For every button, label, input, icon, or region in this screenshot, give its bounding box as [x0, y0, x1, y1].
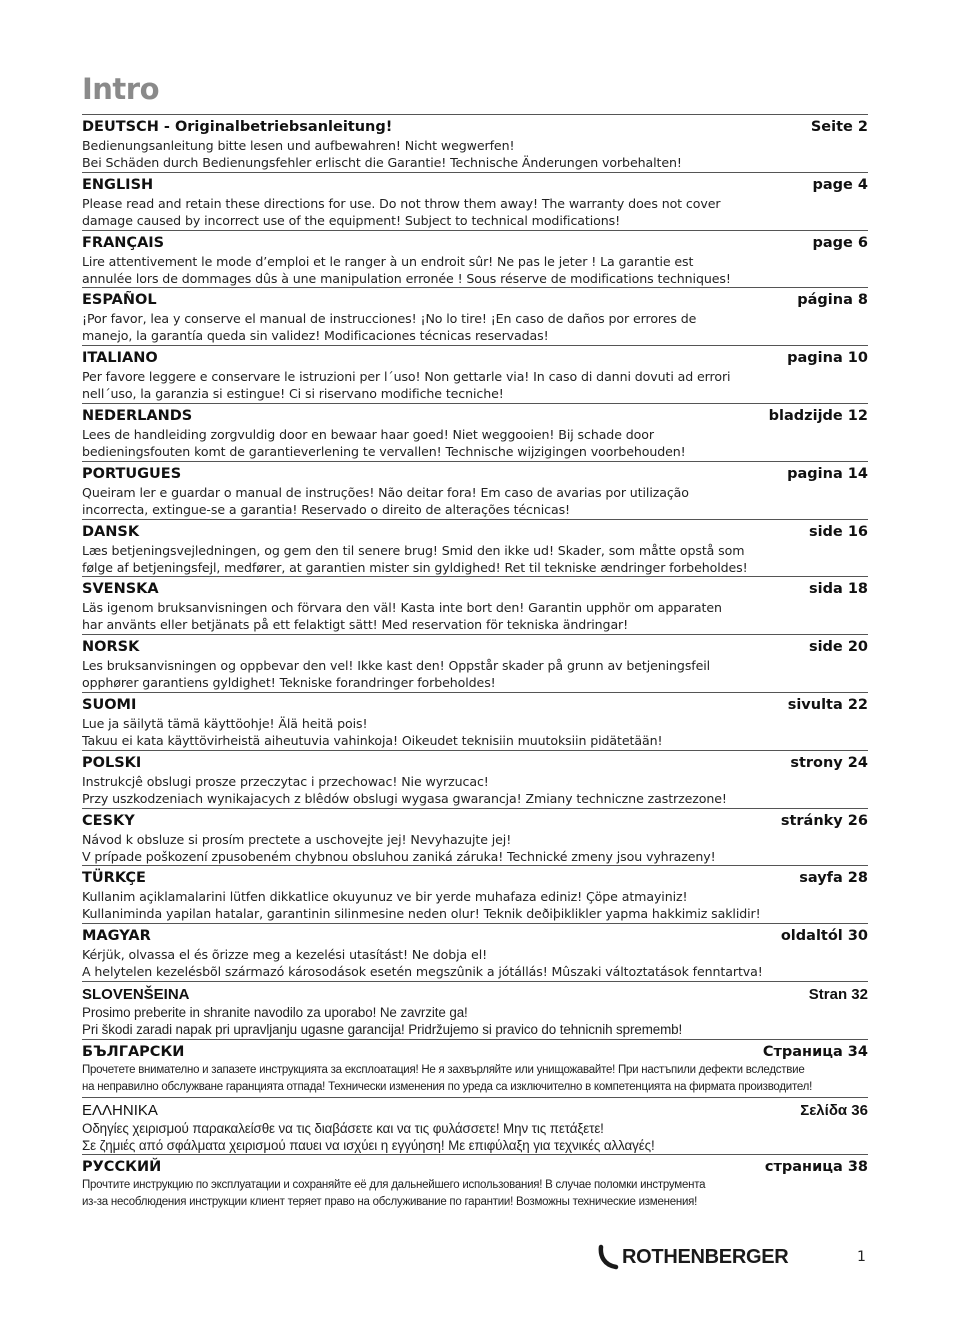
page-reference: stránky 26: [780, 812, 868, 829]
entry-description: [82, 888, 868, 922]
entry-header: [82, 1101, 868, 1120]
description-line: Please read and retain these directions for use. Do not throw them away! The warranty does not cover: [82, 195, 721, 211]
description-line: Takuu ei kata käyttövirheistä aiheutuvia vahinkoja! Oikeudet teknisiin muutoksiin pidätetään!: [82, 732, 663, 748]
description-line: har använts eller betjänats på ett felaktigt sätt! Med reservation för tekniska ändringar!: [82, 617, 629, 633]
entry-description: [82, 946, 868, 980]
entry-header: [82, 1043, 868, 1062]
page-reference: sayfa 28: [799, 870, 868, 887]
description-line: Instrukcjê obslugi prosze przeczytac i przechowac! Nie wyrzucac!: [82, 773, 489, 789]
language-name: TÜRKÇE: [82, 870, 146, 887]
language-name: MAGYAR: [82, 928, 151, 945]
language-entry: [82, 1097, 868, 1155]
language-entry: [82, 923, 868, 981]
page-reference: bladzijde 12: [768, 407, 868, 424]
description-line: Per favore leggere e conservare le istruzioni per l´uso! Non gettarle via! In caso di danni dovuti ad errori: [82, 369, 731, 385]
entry-description: [82, 253, 868, 287]
language-name: SLOVENŠEINA: [82, 985, 190, 1003]
description-line: Bei Schäden durch Bedienungsfehler erlischt die Garantie! Technische Änderungen vorbehalten!: [82, 155, 682, 170]
entry-header: [82, 638, 868, 657]
entry-description: [82, 599, 868, 633]
language-entry: [82, 345, 868, 403]
page-reference: Σελίδα 36: [800, 1101, 868, 1119]
entry-description: [82, 831, 868, 865]
entry-header: [82, 291, 868, 310]
entry-description: [82, 542, 868, 576]
entry-description: [82, 195, 868, 229]
description-line: damage caused by incorrect use of the equipment! Subject to technical modifications!: [82, 212, 621, 228]
language-entry: [82, 519, 868, 577]
description-line: bedieningsfouten komt de garantieverlening te vervallen! Technische wijzigingen voorbehouden!: [82, 443, 686, 459]
description-line: Bedienungsanleitung bitte lesen und aufbewahren! Nicht wegwerfen!: [82, 138, 515, 153]
description-line: Kullanim açiklamalarini lütfen dikkatlice okuyunuz ve bir yerde muhafaza ediniz! Çöpe atmayiniz!: [82, 889, 688, 905]
description-line: Návod k obsluze si prosím prectete a uschovejte jej! Nevyhazujte jej!: [82, 831, 512, 847]
page-reference: pagina 10: [787, 350, 868, 367]
page-reference: side 20: [808, 639, 868, 656]
language-name: ΕΛΛΗΝΙΚΑ: [82, 1101, 158, 1119]
entry-header: [82, 118, 868, 137]
description-line: følge af betjeningsfejl, medfører, at garantien mister sin gyldighed! Ret til tekniske ændringer forbeholdes!: [82, 559, 748, 575]
description-line: Przy uszkodzeniach wynikajacych z blêdów obslugi wygasa gwarancja! Zmiany techniczne zastrzezone!: [82, 790, 727, 806]
entry-description: [82, 715, 868, 749]
entry-description: [82, 1004, 868, 1038]
description-line: manejo, la garantía queda sin validez! Modificaciones técnicas reservadas!: [82, 328, 549, 344]
entry-header: [82, 176, 868, 195]
language-name: CESKY: [82, 812, 135, 829]
page-reference: страница 38: [764, 1159, 868, 1176]
entry-description: [82, 368, 868, 402]
entry-header: [82, 869, 868, 888]
entry-description: [82, 1062, 868, 1096]
language-entry: [82, 750, 868, 808]
language-name: NORSK: [82, 639, 140, 656]
description-line: Σε ζημιές από σφάλματα χειρισμού παυει να ισχύει η εγγύηση! Με επιφύλαξη για τεχνικές αλλαγές!: [82, 1137, 655, 1153]
language-name: DEUTSCH - Originalbetriebsanleitung!: [82, 119, 393, 135]
entry-description: [82, 657, 868, 691]
description-line: Прочтите инструкцию по эксплуатации и сохраняйте её для дальнейшего использования! В случае поломки инструмента: [82, 1179, 706, 1192]
language-entry: [82, 865, 868, 923]
language-name: PORTUGUES: [82, 465, 182, 482]
entry-description: [82, 484, 868, 518]
language-entry: [82, 172, 868, 230]
description-line: Lees de handleiding zorgvuldig door en bewaar haar goed! Niet weggooien! Bij schade door: [82, 426, 654, 442]
language-entry: [82, 576, 868, 634]
language-name: ITALIANO: [82, 350, 158, 367]
page-reference: página 8: [797, 292, 868, 309]
page-reference: side 16: [808, 523, 868, 540]
rothenberger-logo-icon: [598, 1244, 620, 1270]
description-line: Läs igenom bruksanvisningen och förvara den väl! Kasta inte bort den! Garantin upphör om apparaten: [82, 600, 722, 616]
entry-description: [82, 310, 868, 344]
entry-header: [82, 465, 868, 484]
language-entry: [82, 461, 868, 519]
description-line: Les bruksanvisningen og oppbevar den vel! Ikke kast den! Oppstår skader på grunn av betjeningsfeil: [82, 658, 711, 674]
language-entry: [82, 1154, 868, 1212]
description-line: из-за несоблюдения инструкции клиент теряет право на обслуживание по гарантии! Возможны технические изменения!: [82, 1196, 698, 1209]
description-line: A helytelen kezelésbõl származó károsodások esetén megszûnik a jótállás! Mûszaki változtatások fenntartva!: [82, 964, 763, 980]
entry-description: [82, 137, 868, 171]
description-line: Прочетете внимателно и запазете инструкцията за експлоатация! Не я захвърляйте или унищожавайте! При настъпили дефекти вследствие: [82, 1063, 805, 1076]
language-entry: [82, 692, 868, 750]
entry-header: [82, 754, 868, 773]
description-line: Queiram ler e guardar o manual de instruções! Não deitar fora! Em caso de avarias por utilização: [82, 484, 689, 500]
language-name: POLSKI: [82, 754, 142, 771]
language-name: РУССКИЙ: [82, 1159, 162, 1176]
entry-header: [82, 407, 868, 426]
page-reference: page 6: [812, 234, 868, 251]
page-reference: page 4: [812, 176, 868, 193]
entry-header: [82, 985, 868, 1004]
brand-logo: [598, 1244, 788, 1270]
entry-description: [82, 773, 868, 807]
entry-header: [82, 234, 868, 253]
language-entry: [82, 634, 868, 692]
entry-header: [82, 1158, 868, 1177]
page-reference: sida 18: [809, 581, 868, 598]
language-list: [82, 114, 868, 1212]
language-name: SUOMI: [82, 696, 137, 713]
description-line: на неправилно обслужване гаранцията отпада! Технически изменения по уреда са изключително в компетенцията на фирмата производител!: [82, 1080, 813, 1093]
language-name: NEDERLANDS: [82, 407, 193, 424]
description-line: Lue ja säilytä tämä käyttöohje! Älä heitä pois!: [82, 715, 368, 731]
entry-description: [82, 1177, 868, 1211]
description-line: ¡Por favor, lea y conserve el manual de instrucciones! ¡No lo tire! ¡En caso de daños por errores de: [82, 311, 697, 327]
description-line: nell´uso, la garanzia si estingue! Ci si riservano modifiche tecniche!: [82, 386, 504, 402]
description-line: Kérjük, olvassa el és õrizze meg a kezelési utasítást! Ne dobja el!: [82, 947, 488, 963]
entry-description: [82, 426, 868, 460]
description-line: V prípade poškození zpusobeném chybnou obsluhou zaniká záruka! Technické zmeny jsou vyhrazeny!: [82, 848, 716, 864]
language-entry: [82, 808, 868, 866]
description-line: Prosimo preberite in shranite navodilo za uporabo! Ne zavrzite ga!: [82, 1004, 468, 1020]
entry-header: [82, 580, 868, 599]
language-name: БЪЛГАРСКИ: [82, 1043, 185, 1060]
description-line: opphører garantiens gyldighet! Tekniske forandringer forbeholdes!: [82, 675, 496, 691]
page-reference: sivulta 22: [787, 696, 868, 713]
language-name: ENGLISH: [82, 176, 154, 193]
entry-header: [82, 927, 868, 946]
language-entry: [82, 1039, 868, 1097]
entry-header: [82, 812, 868, 831]
description-line: Kullaniminda yapilan hatalar, garantinin silinmesine neden olur! Teknik deðiþiklikler yapma hakkimiz saklidir!: [82, 906, 761, 922]
page-reference: pagina 14: [787, 465, 868, 482]
description-line: Pri škodi zaradi napak pri upravljanju ugasne garancija! Pridržujemo si pravico do tehnicnih sprememb!: [82, 1021, 683, 1037]
description-line: incorrecta, extingue-se a garantia! Reservado o direito de alterações técnicas!: [82, 501, 571, 517]
page-reference: strony 24: [790, 754, 868, 771]
language-name: DANSK: [82, 523, 140, 540]
page-number: 1: [857, 1249, 866, 1265]
entry-description: [82, 1120, 868, 1154]
language-entry: [82, 287, 868, 345]
language-name: ESPAÑOL: [82, 292, 157, 309]
page-reference: Stran 32: [808, 985, 868, 1003]
language-entry: [82, 981, 868, 1039]
page-reference: Seite 2: [810, 119, 868, 135]
entry-header: [82, 523, 868, 542]
description-line: Οδηγίες χειρισμού παρακαλείσθε να τις διαβάσετε και να τις φυλάσσετε! Μην τις πετάξετε!: [82, 1120, 604, 1136]
language-name: SVENSKA: [82, 581, 159, 598]
language-name: FRANÇAIS: [82, 234, 165, 251]
page-reference: Страница 34: [762, 1043, 868, 1060]
page-reference: oldaltól 30: [780, 928, 868, 945]
brand-name: ROTHENBERGER: [622, 1245, 789, 1268]
description-line: annulée lors de dommages dûs à une manipulation erronée ! Sous réserve de modifications techniques!: [82, 270, 731, 286]
description-line: Lire attentivement le mode d’emploi et le ranger à un endroit sûr! Ne pas le jeter ! La garantie est: [82, 253, 694, 269]
language-entry: [82, 230, 868, 288]
language-entry: [82, 114, 868, 172]
entry-header: [82, 696, 868, 715]
page-title: Intro: [82, 72, 160, 106]
entry-header: [82, 349, 868, 368]
description-line: Læs betjeningsvejledningen, og gem den til senere brug! Smid den ikke ud! Skader, som måtte opstå som: [82, 542, 745, 558]
language-entry: [82, 403, 868, 461]
